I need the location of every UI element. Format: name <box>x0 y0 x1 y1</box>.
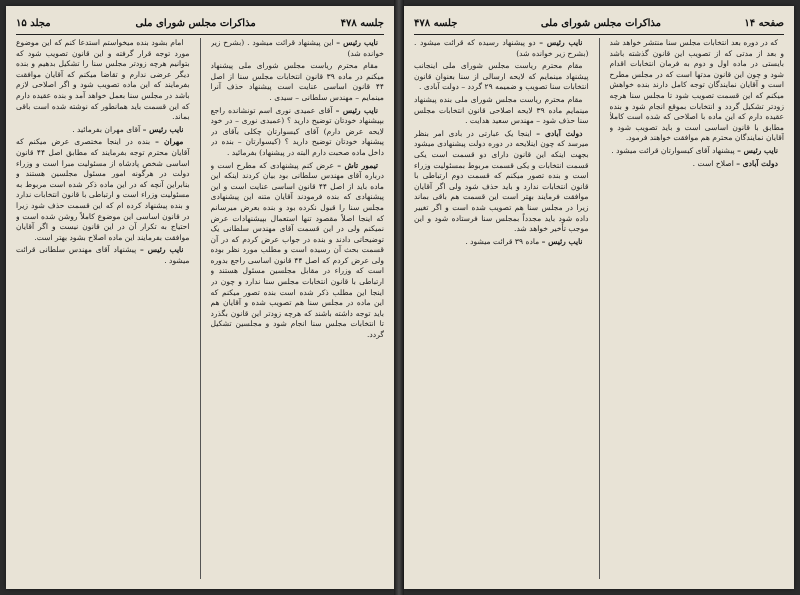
paragraph <box>414 38 589 59</box>
paragraph-text: آقای مهران بفرمائید . <box>72 124 143 134</box>
paragraph <box>211 106 385 159</box>
right-header-page: صفحه ۱۴ <box>744 17 784 29</box>
speaker-name: نایب رئیس – <box>336 38 378 47</box>
speaker-name: نایب رئیس – <box>139 245 184 255</box>
speaker-name: تیمور تاش – <box>337 160 379 170</box>
right-page <box>404 6 794 589</box>
paragraph-text: امام بشود بنده میخواستم استدعا کنم که این موضوع مورد توجه قرار گرفته و این قانون تصویب شود که بتوانیم هرچه زودتر مجلس سنا را تشکیل بدهیم و بنده دیگر عرضی ندارم و تقاضا میکنم که آقایان موافقت بفرمایند که این ماده تصویب شود و اگر اصلاحی لازم باشد در مجلس سنا بعمل خواهد آمد و بنده عقیده دارم که این قسمت باید همانطور که نوشته شده است باقی بماند. <box>16 38 190 122</box>
paragraph <box>610 146 785 157</box>
right-header-title: مذاکرات مجلس شورای ملی <box>540 17 661 29</box>
paragraph-text: پیشنهاد آقای مهندس سلطانی قرائت میشود . <box>16 245 190 265</box>
paragraph-text: آقای عمیدی نوری اسم تونشانده راجع بپیشنهاد خودتان توضیح دارید ؟ (عمیدی نوری – در خود لایحه عرض دارم) آقای کیسوارتان چکلی بآقای در پیشنهاد خودتان توضیح دارید ؟ (کیسوارتان – بنده در داخل ماده صحبت دارم البته در پیشنهاد) بفرمائید . <box>210 105 384 157</box>
paragraph-text: اینجا یک عبارتی در بادی امر بنظر میرسد که چون اینلایحه در دوره دولت پیشنهادی میشود بجهت اینکه این قانون دارای دو قسمت است یکی قسمت انتخابات و یکی قسمت مربوط بمسئولیت وزراء است و بنده تصور میکنم که قسمت دوم ارتباطی با قانون انتخابات ندارد و باید حذف شود ولی اگر آقایان موافقت فرمایند بهتر است این قسمت هم باقی بماند زیرا در مجلس سنا هم تصویب شده است و اگر تغییر داده شود باید مجدداً بمجلس سنا فرستاده شود و این موجب تأخیر خواهد شد. <box>414 128 589 234</box>
right-page-header <box>414 14 784 35</box>
paragraph-text: اصلاح است . <box>692 158 737 168</box>
paragraph <box>16 245 190 266</box>
paragraph-text: این پیشنهاد قرائت میشود . (بشرح زیر خوانده شد) <box>210 38 384 58</box>
speaker-name: نایب رئیس – <box>539 38 583 47</box>
paragraph-text: که در دوره بعد انتخابات مجلس سنا منتشر خواهد شد و بعد از مدتی که از تصویب این قانون گذشته باشد بایستی در ماده اول و دوم به فرمان انتخابات اقدام شود و چون این قانون مدتها است که در مجلس مطرح است و آقایان نمایندگان توجه کامل دارند بنده خواهش میکنم که این قسمت تصویب شود تا مجلس سنا هرچه زودتر تشکیل گردد و انتخابات بموقع انجام شود و بنده عقیده دارم که این ماده با اصلاحی که شده است کاملاً مطابق با قانون اساسی است و باید تصویب شود و آقایان نمایندگان محترم هم موافقت خواهند فرمود. <box>609 38 784 143</box>
paragraph <box>16 137 190 243</box>
paragraph <box>414 61 589 93</box>
paragraph <box>610 38 785 144</box>
speaker-name: نایب رئیس – <box>541 236 583 246</box>
paragraph-text: عرض کنم پیشنهادی که مطرح است و درباره آقای مهندس سلطانی بود بیان کردند اینکه این ماده باید از اصل ۴۴ قانون اساسی عنایت است و این پیشنهادی که بنده فرمودند آقایان متنه این پیشنهادی مجلس سنا را قبول نکرده بود و بنده بعرض میرسانم که اینجا اصلاً مقصود تنها استعمال بپیشنهادات عرض نمیکنم ولی در این قسمت آقای مهندس سلطانی یک توضیحاتی دادند و بنده در جواب عرض کردم که در آن قسمت بحث آن رسیده است و مطلب مورد نظر بوده ولی عرض کردم که اصل ۴۴ قانون اساسی راجع بدوره است که وزراء در مقابل مجلسین مسئول هستند و ارتباطی با قانون انتخابات مجلس سنا ندارد و چون در اینجا این مطلب ذکر شده است بنده تصور میکنم که این ماده در مجلس سنا هم تصویب شده و آقایان هم باید توجه داشته باشند که هرچه زودتر این قانون بگذرد تا انتخابات مجلس سنا انجام شود و مجلسین تشکیل گردد. <box>210 160 384 340</box>
left-page-header <box>16 14 384 35</box>
left-header-volume: مجلد ۱۵ <box>16 17 51 29</box>
left-page-left-column <box>16 38 190 579</box>
paragraph <box>610 159 785 170</box>
speaker-name: نایب رئیس – <box>335 105 378 115</box>
paragraph-text: ماده ۳۹ قرائت میشود . <box>465 236 542 246</box>
column-divider <box>599 38 600 579</box>
paragraph <box>211 38 385 59</box>
right-page-right-column <box>610 38 785 579</box>
paragraph-text: دو پیشنهاد رسیده که قرائت میشود . (بشرح زیر خوانده شد) <box>414 38 589 58</box>
speaker-name: دولت آبادی – <box>536 128 583 138</box>
speaker-name: مهران – <box>155 137 184 147</box>
paragraph <box>211 161 385 341</box>
paragraph <box>414 237 589 248</box>
column-divider <box>200 38 201 579</box>
speaker-name: دولت آبادی – <box>736 158 778 168</box>
paragraph-text: مقام محترم ریاست مجلس شورای ملی بنده پیشنهاد مینمایم ماده ۳۹ لایحه اصلاحی قانون انتخابات مجلس سنا حذف شود – مهندس سعید هدایت . <box>414 94 589 126</box>
left-header-session: جلسه ۴۷۸ <box>340 17 384 29</box>
left-page-right-column <box>211 38 385 579</box>
paragraph-text: بنده در اینجا مختصری عرض میکنم که آقایان محترم توجه بفرمایند که مطابق اصل ۴۴ قانون اساسی شخص پادشاه از مسئولیت مبرا است و وزراء دولت در هرگونه امور مسئول مجلسین هستند و بنابراین آنچه که در این ماده ذکر شده است مربوط به مسئولیت وزراء است و ارتباطی با قانون انتخابات ندارد و بنده پیشنهاد کرده ام که این قسمت حذف شود زیرا در قانون اساسی این موضوع کاملاً روشن شده است و احتیاج به تکرار آن در این قانون نیست و اگر آقایان موافقت بفرمایند این ماده اصلاح بشود بهتر است. <box>16 137 190 242</box>
right-page-left-column <box>414 38 589 579</box>
paragraph <box>414 129 589 235</box>
left-header-title: مذاکرات مجلس شورای ملی <box>135 17 256 29</box>
paragraph-text: پیشنهاد آقای کیسوارتان قرائت میشود . <box>611 145 738 155</box>
paragraph-text: مقام محترم ریاست مجلس شورای ملی اینجانب پیشنهاد مینمایم که لایحه ارسالی از سنا بعنوان قانون انتخابات سنا تصویب و ضمیمه ۲۹ گردد – دولت آبادی . <box>414 61 589 92</box>
paragraph <box>414 95 589 127</box>
paragraph <box>16 125 190 136</box>
paragraph <box>211 61 385 103</box>
speaker-name: نایب رئیس – <box>737 145 778 155</box>
book-gutter <box>394 0 404 595</box>
speaker-name: نایب رئیس – <box>142 124 184 134</box>
paragraph <box>16 38 190 123</box>
left-page-columns <box>16 38 384 579</box>
left-page <box>6 6 394 589</box>
right-page-columns <box>414 38 784 579</box>
paragraph-text: مقام محترم ریاست مجلس شورای ملی پیشنهاد میکنم در ماده ۳۹ قانون انتخابات مجلس سنا از اصل ۴۴ قانون اساسی عنایت است پیشنهاد حذف آنرا مینمایم – مهندس سلطانی – سیدی . <box>210 61 384 102</box>
right-header-session: جلسه ۴۷۸ <box>414 17 458 29</box>
